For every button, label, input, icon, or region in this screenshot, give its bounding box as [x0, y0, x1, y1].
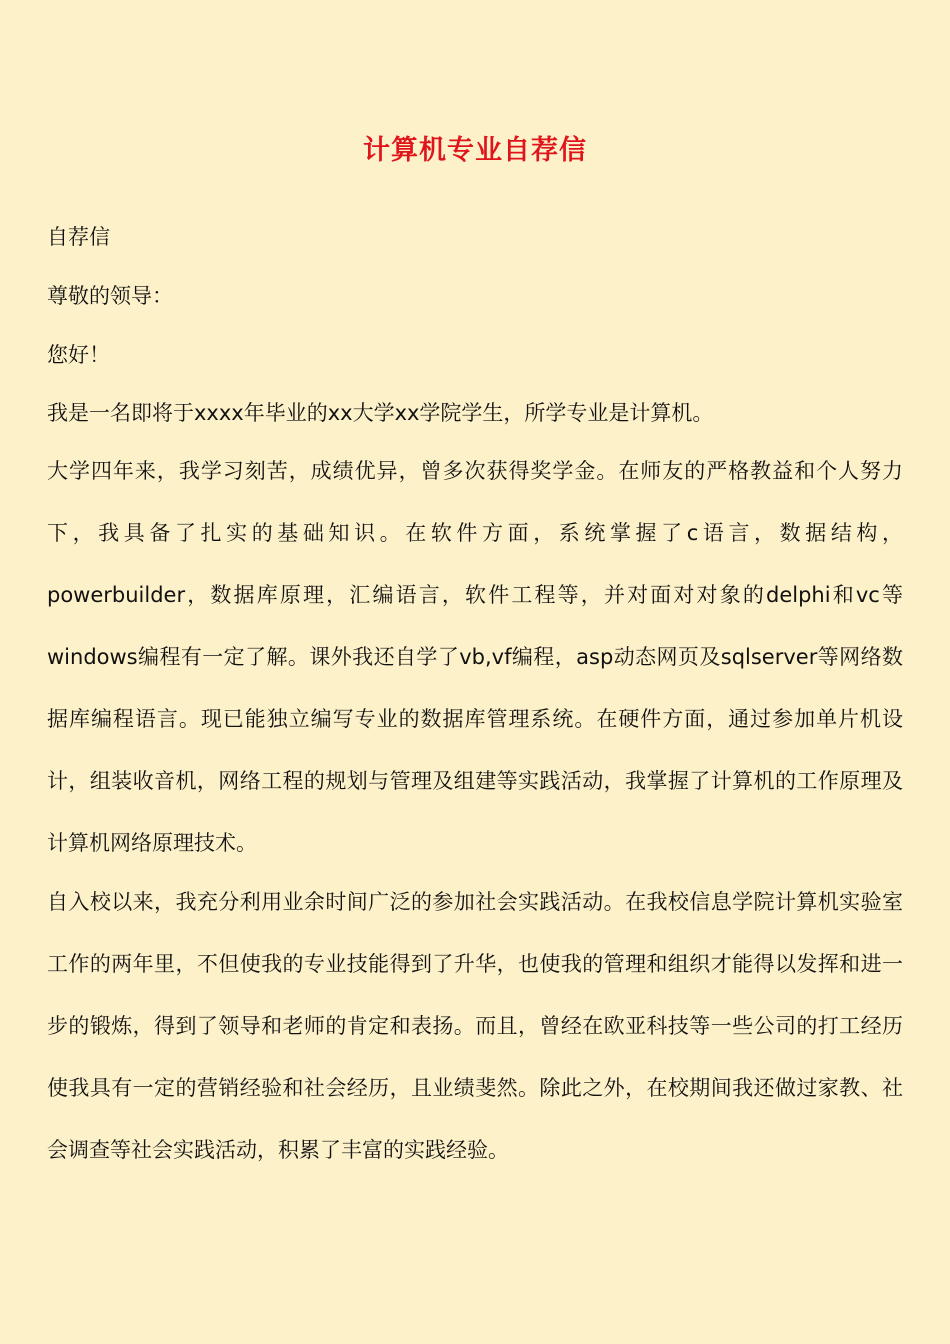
- letter-greeting: 您好！: [47, 343, 110, 367]
- paragraph-intro: 我是一名即将于xxxx年毕业的xx大学xx学院学生，所学专业是计算机。: [47, 401, 714, 425]
- letter-heading: 自荐信: [47, 225, 110, 249]
- paragraph-study: 大学四年来，我学习刻苦，成绩优异，曾多次获得奖学金。在师友的严格教益和个人努力下，我具备了扎实的基础知识。在软件方面，系统掌握了c语言，数据结构，powerbuilder，数据库原理，汇编语言，软件工程等，并对面对对象的delphi和vc等windows编程有一定了解。课外我还自学了vb,vf编程，asp动态网页及sqlserver等网络数据库编程语言。现已能独立编写专业的数据库管理系统。在硬件方面，通过参加单片机设计，组装收音机，网络工程的规划与管理及组建等实践活动，我掌握了计算机的工作原理及计算机网络原理技术。: [47, 459, 903, 855]
- paragraph-practice: 自入校以来，我充分利用业余时间广泛的参加社会实践活动。在我校信息学院计算机实验室工作的两年里，不但使我的专业技能得到了升华，也使我的管理和组织才能得以发挥和进一步的锻炼，得到了领导和老师的肯定和表扬。而且，曾经在欧亚科技等一些公司的打工经历使我具有一定的营销经验和社会经历，且业绩斐然。除此之外，在校期间我还做过家教、社会调查等社会实践活动，积累了丰富的实践经验。: [47, 890, 903, 1162]
- document-title: 计算机专业自荐信: [363, 135, 587, 166]
- letter-salutation: 尊敬的领导：: [47, 284, 173, 308]
